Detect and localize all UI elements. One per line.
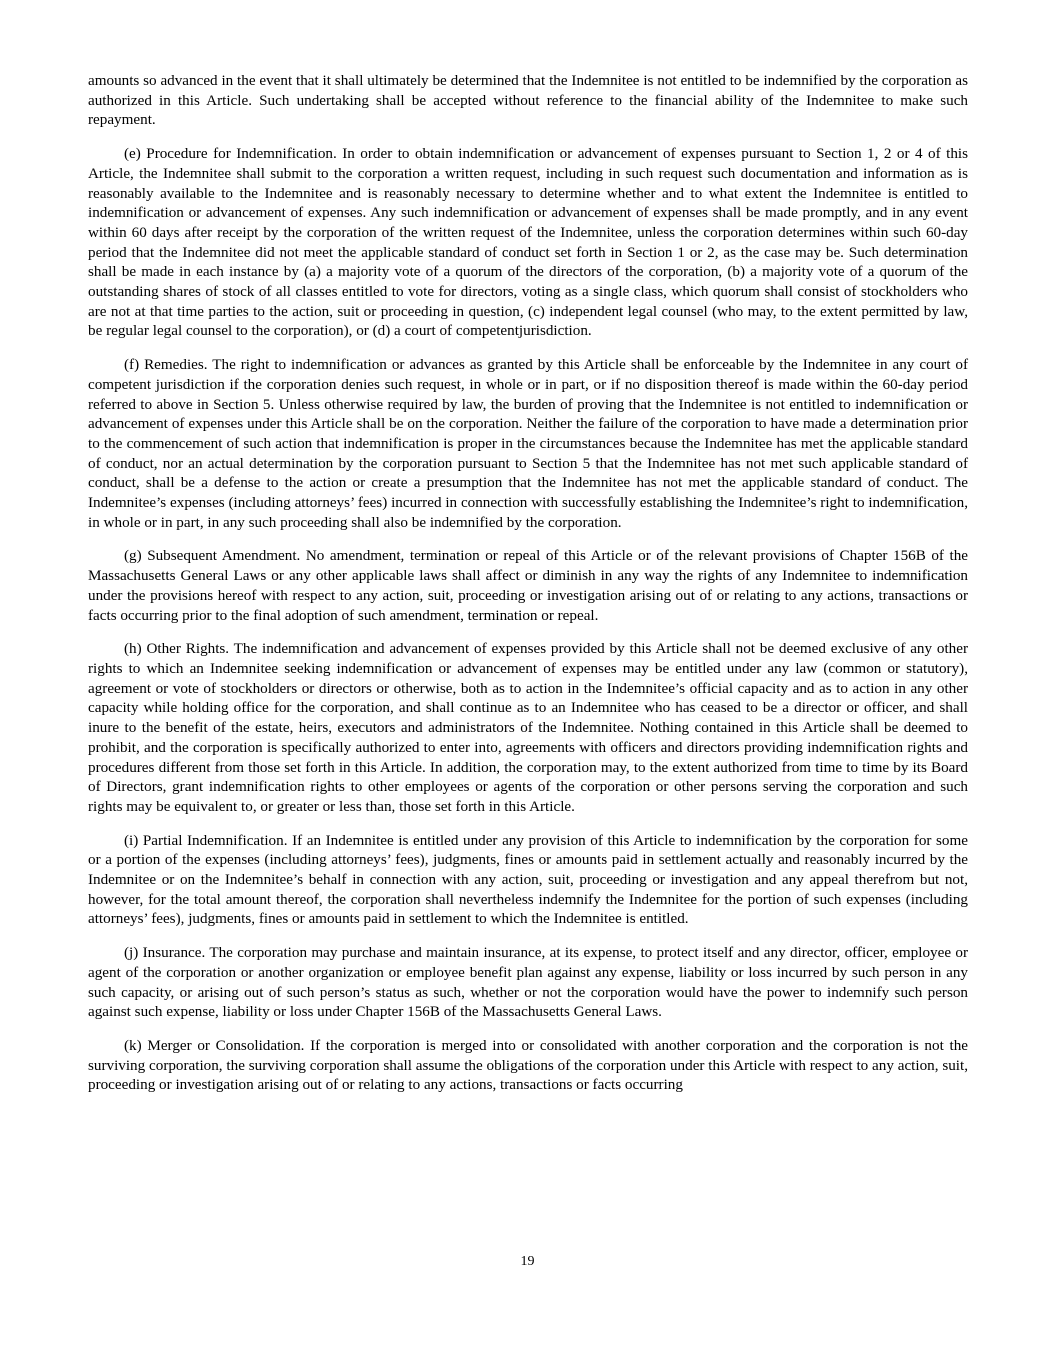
paragraph-merger-or-consolidation: (k) Merger or Consolidation. If the corporation is merged into or consolidated with another corporation and the corporation is not the surviving corporation, the surviving corporation shall assume the obligations of the corporation under this Article with respect to any action, suit, proceeding or investigation arising out of or relating to any actions, transactions or facts occurring xyxy=(88,1036,968,1094)
document-page xyxy=(88,71,968,1109)
paragraph-subsequent-amendment: (g) Subsequent Amendment. No amendment, termination or repeal of this Article or of the relevant provisions of Chapter 156B of the Massachusetts General Laws or any other applicable laws shall affect or diminish in any way the rights of any Indemnitee to indemnification under the provisions hereof with respect to any action, suit, proceeding or investigation arising out of or relating to any actions, transactions or facts occurring prior to the final adoption of such amendment, termination or repeal. xyxy=(88,547,968,624)
paragraph-insurance: (j) Insurance. The corporation may purchase and maintain insurance, at its expense, to protect itself and any director, officer, employee or agent of the corporation or another organization or employee benefit plan against any expense, liability or loss incurred by such person in any such capacity, or arising out of such person’s status as such, whether or not the corporation would have the power to indemnify such person against such expense, liability or loss under Chapter 156B of the Massachusetts General Laws. xyxy=(88,944,968,1021)
paragraph-remedies: (f) Remedies. The right to indemnification or advances as granted by this Article shall be enforceable by the Indemnitee in any court of competent jurisdiction if the corporation denies such request, in whole or in part, or if no disposition thereof is made within the 60-day period referred to above in Section 5. Unless otherwise required by law, the burden of proving that the Indemnitee is not entitled to indemnification or advancement of expenses under this Article shall be on the corporation. Neither the failure of the corporation to have made a determination prior to the commencement of such action that indemnification is proper in the circumstances because the Indemnitee has met the applicable standard of conduct, nor an actual determination by the corporation pursuant to Section 5 that the Indemnitee has not met such applicable standard of conduct, shall be a defense to the action or create a presumption that the Indemnitee has not met the applicable standard of conduct. The Indemnitee’s expenses (including attorneys’ fees) incurred in connection with successfully establishing the Indemnitee’s right to indemnification, in whole or in part, in any such proceeding shall also be indemnified by the corporation. xyxy=(88,356,968,531)
paragraph-continuation: amounts so advanced in the event that it shall ultimately be determined that the Indemnitee is not entitled to be indemnified by the corporation as authorized in this Article. Such undertaking shall be accepted without reference to the financial ability of the Indemnitee to make such repayment. xyxy=(88,72,968,129)
paragraph-procedure-for-indemnification: (e) Procedure for Indemnification. In order to obtain indemnification or advancement of expenses pursuant to Section 1, 2 or 4 of this Article, the Indemnitee shall submit to the corporation a written request, including in such request such documentation and information as is reasonably available to the Indemnitee and is reasonably necessary to determine whether and to what extent the Indemnitee is entitled to indemnification or advancement of expenses. Any such indemnification or advancement of expenses shall be made promptly, and in any event within 60 days after receipt by the corporation of the written request of the Indemnitee, unless the corporation determines within such 60-day period that the Indemnitee did not meet the applicable standard of conduct set forth in Section 1 or 2, as the case may be. Such determination shall be made in each instance by (a) a majority vote of a quorum of the directors of the corporation, (b) a majority vote of a quorum of the outstanding shares of stock of all classes entitled to vote for directors, voting as a single class, which quorum shall consist of stockholders who are not at that time parties to the action, suit or proceeding in question, (c) independent legal counsel (who may, to the extent permitted by law, be regular legal counsel to the corporation), or (d) a court of competentjurisdiction. xyxy=(88,145,968,340)
paragraph-other-rights: (h) Other Rights. The indemnification and advancement of expenses provided by this Article shall not be deemed exclusive of any other rights to which an Indemnitee seeking indemnification or advancement of expenses may be entitled under any law (common or statutory), agreement or vote of stockholders or directors or otherwise, both as to action in the Indemnitee’s official capacity and as to action in any other capacity while holding office for the corporation, and shall continue as to an Indemnitee who has ceased to be a director or officer, and shall inure to the benefit of the estate, heirs, executors and administrators of the Indemnitee. Nothing contained in this Article shall be deemed to prohibit, and the corporation is specifically authorized to enter into, agreements with officers and directors providing indemnification rights and procedures different from those set forth in this Article. In addition, the corporation may, to the extent authorized from time to time by its Board of Directors, grant indemnification rights to other employees or agents of the corporation or other persons serving the corporation and such rights may be equivalent to, or greater or less than, those set forth in this Article. xyxy=(88,640,968,815)
paragraph-partial-indemnification: (i) Partial Indemnification. If an Indemnitee is entitled under any provision of this Article to indemnification by the corporation for some or a portion of the expenses (including attorneys’ fees), judgments, fines or amounts paid in settlement actually and reasonably incurred by the Indemnitee or on the Indemnitee’s behalf in connection with any action, suit, proceeding or investigation and any appeal therefrom but not, however, for the total amount thereof, the corporation shall nevertheless indemnify the Indemnitee for the portion of such expenses (including attorneys’ fees), judgments, fines or amounts paid in settlement to which the Indemnitee is entitled. xyxy=(88,831,968,928)
page-number: 19 xyxy=(520,1254,535,1269)
